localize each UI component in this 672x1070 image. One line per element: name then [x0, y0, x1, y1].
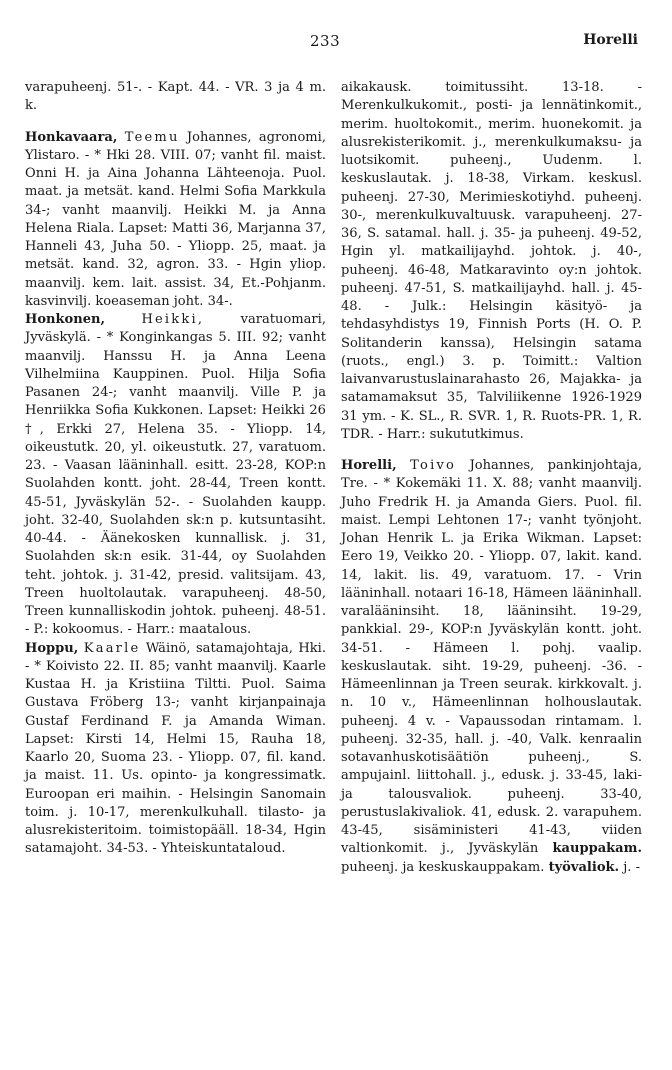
page-number: 233 [310, 32, 341, 50]
entry-honkavaara [25, 129, 326, 312]
page-header [0, 30, 672, 50]
entry-body: Johannes, pankinjohtaja, Tre. - * Kokemäki 11. X. 88; vanht maanvilj. Juho Fredrik H. ja Amanda Giers. Puol. fil. maist. Lempi Lehtonen 17-; vanht työnjoht. Johan Henrik L. ja Erika Wikman. Lapset: Eero 19, Veikko 20. - Yliopp. 07, lakit. kand. 14, lakit. lis. 49, varatuom. 17. - Vrin lääninhall. notaari 16-18, Hämeen lääninhall. varalääninsiht. 18, lääninsiht. 19-29, pankkial. 29-, KOP:n Jyväskylän kontt. joht. 34-51. - Hämeen l. pohj. vaalip. keskuslautak. siht. 19-29, puheenj. -36. - Hämeenlinnan ja Treen seurak. kirkkovalt. j. n. 10 v., Hämeenlinnan holhouslautak. puheenj. 4 v. - Vapaussodan rintamam. l. puheenj. 32-35, hall. j. -40, Valk. kenraalin sotavanhuskotisäätiön puheenj., S. ampujainl. liittohall. j., edusk. j. 33-45, laki- ja talousvaliok. puheenj. 33-40, perustuslakivaliok. 41, edusk. 2. varapuhem. 43-45, sisäministeri 41-43, viiden valtionkomit. j., Jyväskylän [341, 458, 642, 857]
entry-forename: Toivo [410, 458, 457, 474]
entry-body-end: j. - [619, 859, 641, 875]
entry-text [341, 457, 642, 877]
entry-surname: Honkonen, [25, 312, 106, 328]
entry-surname: Horelli, [341, 458, 397, 474]
entry-surname: Honkavaara, [25, 129, 118, 145]
emphasis-text: kauppakam. [552, 841, 642, 857]
entry-honkonen [25, 311, 326, 640]
entry-surname: Hoppu, [25, 640, 79, 656]
entry-body: Johannes, agronomi, Ylistaro. - * Hki 28. VIII. 07; vanht fil. maist. Onni H. ja Aina Johanna Lähteenoja. Puol. maat. ja metsät. kand. Helmi Sofia Markkula 34-; vanht maanvilj. Heikki M. ja Anna Helena Riala. Lapset: Matti 36, Marjanna 37, Hanneli 43, Juha 50. - Yliopp. 25, maat. ja metsät. kand. 32, agron. 33. - Hgin yliop. maanvilj. kem. lait. assist. 34, Et.-Pohjanm. kasvinvilj. koeaseman joht. 34-. [25, 129, 326, 309]
entry-text [25, 640, 326, 859]
right-column [341, 66, 642, 877]
entry-text [25, 129, 326, 312]
entry-forename: Kaarle [83, 640, 141, 656]
continuation-text: varapuheenj. 51-. - Kapt. 44. - VR. 3 ja 4 m. k. [25, 80, 326, 114]
entry-body: Wäinö, satamajohtaja, Hki. - * Koivisto 22. II. 85; vanht maanvilj. Kaarle Kustaa H. ja Kristiina Tiltti. Puol. Saima Gustava Fröberg 13-; vanht kirjanpainaja Gustaf Ferdinand F. ja Amanda Wiman. Lapset: Kirsti 14, Helmi 15, Rauha 18, Kaarlo 20, Suoma 23. - Yliopp. 07, fil. kand. ja maist. 11. Us. opinto- ja kongressimatk. Euroopan eri maihin. - Helsingin Sanomain toim. j. 10-17, merenkulkuhall. tilasto- ja alusrekisteritoim. toimistopääll. 18-34, Hgin satamajoht. 34-53. - Yhteiskuntataloud. [25, 640, 326, 857]
emphasis-text: työvaliok. [548, 859, 620, 875]
entry-body: varatuomari, Jyväskylä. - * Konginkangas 5. III. 92; vanht maanvilj. Hanssu H. ja Anna Leena Vilhelmiina Kauppinen. Puol. Hilja Sofia Pasanen 24-; vanht maanvilj. Ville P. ja Henriikka Sofia Kukkonen. Lapset: Heikki 26 †, Erkki 27, Helena 35. - Yliopp. 14, oikeustutk. 20, yl. oikeustutk. 27, varatuom. 23. - Vaasan lääninhall. esitt. 23-28, KOP:n Suolahden kontt. joht. 28-44, Treen kontt. 45-51, Jyväskylän 52-. - Suolahden kaupp. joht. 32-40, Suolahden sk:n p. kutsuntasiht. 40-44. - Äänekosken kunnallisk. j. 31, Suolahden sk:n esik. 31-44, oy Suolahden teht. johtok. j. 31-42, presid. valitsijam. 43, Treen huoltolautak. varapuheenj. 48-50, Treen kunnalliskodin johtok. puheenj. 48-51. - P.: kokoomus. - Harr.: maatalous. [25, 312, 326, 638]
entry-text [25, 311, 326, 640]
entry-forename: Teemu [124, 129, 180, 145]
entry-horelli [341, 457, 642, 877]
continuation-text: aikakausk. toimitussiht. 13-18. - Merenkulkukomit., posti- ja lennätinkomit., merim. huoltokomit., merim. huonekomit. ja alusrekisterikomit. j., merenkulkumaksu- ja luotsikomit. puheenj., Uudenm. l. keskuslautak. j. 18-38, Virkam. keskusl. puheenj. 27-30, Merimieskotiyhd. puheenj. 30-, merenkulkuvaltuusk. varapuheenj. 27-36, S. satamal. hall. j. 35- ja puheenj. 49-52, Hgin yl. matkailijayhd. johtok. j. 40-, puheenj. 46-48, Matkaravinto oy:n johtok. puheenj. 47-51, S. matkailijayhd. hall. j. 45-48. - Julk.: Helsingin käsityö- ja tehdasyhdistys 19, Finnish Ports (H. O. P. Solitanderin kanssa), Helsingin satama (ruots., engl.) 3. p. Toimitt.: Valtion laivanvarustuslainarahasto 26, Majakka- ja satamamaksut 35, Talviliikenne 1926-1929 31 ym. - K. SL., R. SVR. 1, R. Ruots-PR. 1, R. TDR. - Harr.: sukututkimus. [341, 80, 642, 442]
running-head: Horelli [583, 32, 638, 48]
entry-body-cont: puheenj. ja keskuskauppakam. [341, 859, 549, 875]
entry-hoppu [25, 640, 326, 859]
entry-forename: Heikki, [141, 312, 205, 328]
left-column [25, 66, 326, 859]
